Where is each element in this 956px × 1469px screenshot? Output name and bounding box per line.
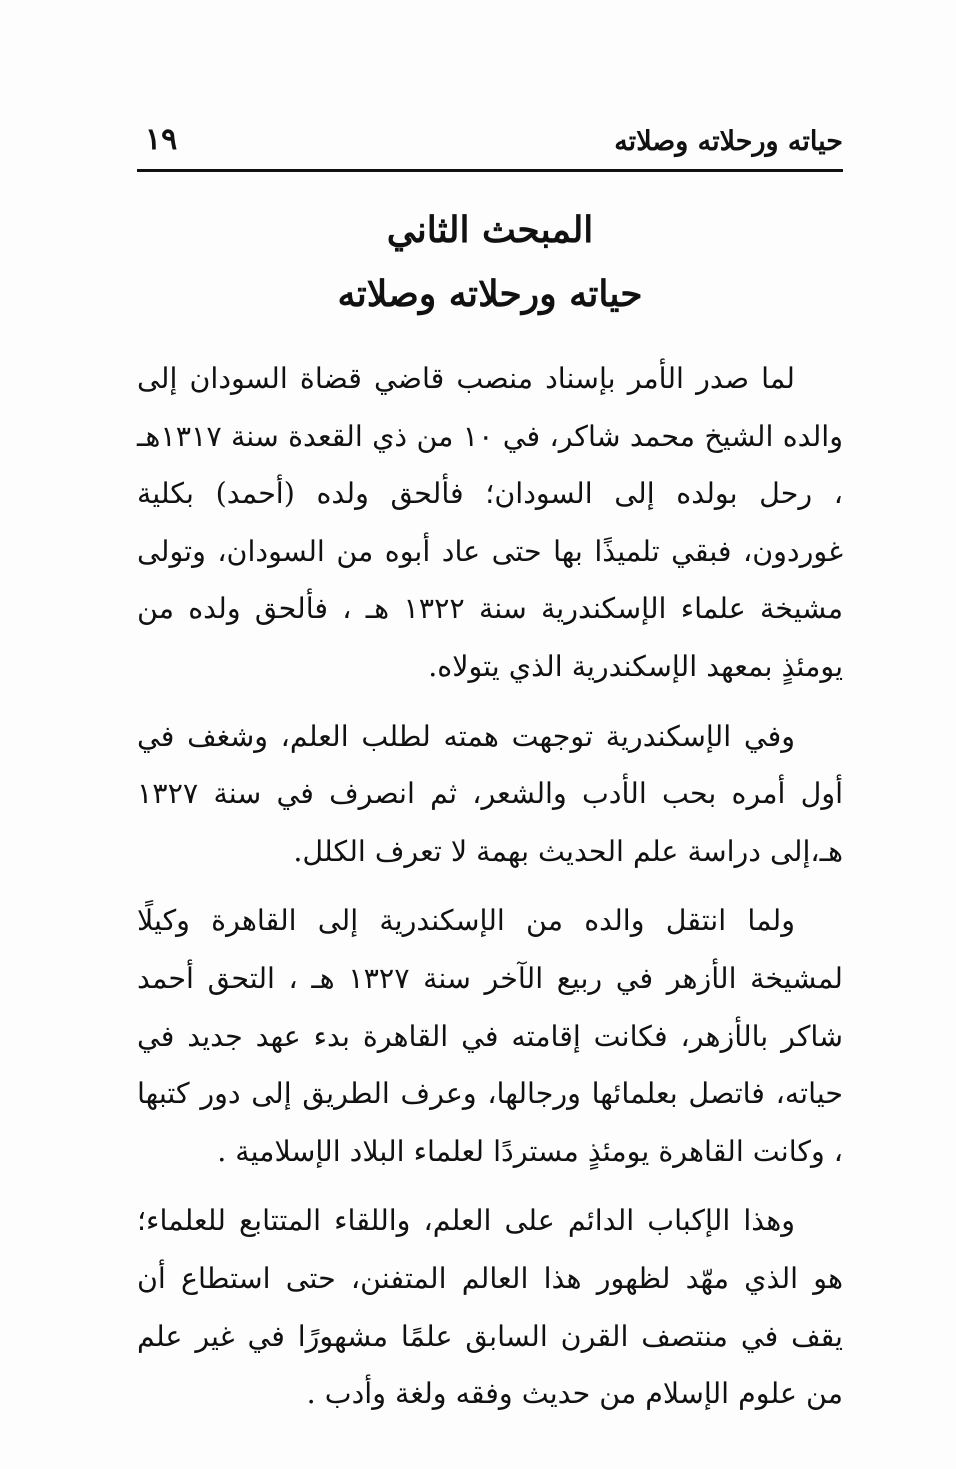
body-text [137,350,843,1423]
running-header [137,118,843,170]
section-heading: المبحث الثاني [386,209,594,251]
paragraph: ولما انتقل والده من الإسكندرية إلى القاهرة وكيلًا لمشيخة الأزهر في ربيع الآخر سنة ١٣٢٧ هـ ، التحق أحمد شاكر بالأزهر، فكانت إقامته في القاهرة بدء عهد جديد في حياته، فاتصل بعلمائها ورجالها، وعرف الطريق إلى دور كتبها ، وكانت القاهرة يومئذٍ مستردًا لعلماء البلاد الإسلامية . [137,904,843,1168]
section-subheading: حياته ورحلاته وصلاته [337,273,643,315]
page-number: ١٩ [145,122,178,157]
paragraph: لما صدر الأمر بإسناد منصب قاضي قضاة السودان إلى والده الشيخ محمد شاكر، في ١٠ من ذي القعدة سنة ١٣١٧هـ ، رحل بولده إلى السودان؛ فألحق ولده (أحمد) بكلية غوردون، فبقي تلميذًا بها حتى عاد أبوه من السودان، وتولى مشيخة علماء الإسكندرية سنة ١٣٢٢ هـ ، فألحق ولده من يومئذٍ بمعهد الإسكندرية الذي يتولاه. [137,362,843,683]
paragraph: وفي الإسكندرية توجهت همته لطلب العلم، وشغف في أول أمره بحب الأدب والشعر، ثم انصرف في سنة ١٣٢٧ هـ،إلى دراسة علم الحديث بهمة لا تعرف الكلل. [137,719,843,868]
header-divider [137,169,843,172]
running-title: حياته ورحلاته وصلاته [614,126,843,157]
paragraph: وهذا الإكباب الدائم على العلم، واللقاء المتتابع للعلماء؛ هو الذي مهّد لظهور هذا العالم المتفنن، حتى استطاع أن يقف في منتصف القرن السابق علمًا مشهورًا في غير علم من علوم الإسلام من حديث وفقه ولغة وأدب . [137,1204,843,1411]
